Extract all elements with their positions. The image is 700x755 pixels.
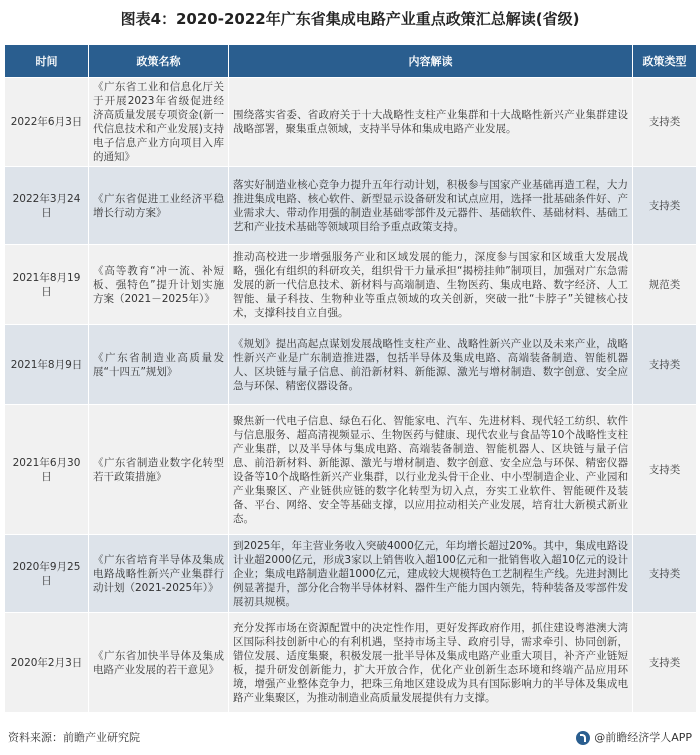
cell-time: 2021年8月19日 — [5, 245, 89, 325]
cell-content: 《规划》提出高起点谋划发展战略性支柱产业、战略性新兴产业以及未来产业，战略性新兴产业是广东制造推进器，包括半导体及集成电路、高端装备制造、智能机器人、区块链与量子信息、前沿新材料、新能源、激光与增材制造、数字创意、安全应急与环保、精密仪器设备。 — [229, 325, 633, 405]
cell-time: 2021年8月9日 — [5, 325, 89, 405]
table-row — [5, 535, 697, 613]
table-row — [5, 245, 697, 325]
cell-time: 2020年2月3日 — [5, 613, 89, 713]
cell-policy-type: 支持类 — [633, 167, 697, 245]
cell-policy-name: 《广东省促进工业经济平稳增长行动方案》 — [89, 167, 229, 245]
cell-policy-name: 《广东省培育半导体及集成电路战略性新兴产业集群行动计划（2021-2025年）》 — [89, 535, 229, 613]
cell-time: 2022年6月3日 — [5, 78, 89, 167]
header-time: 时间 — [5, 45, 89, 78]
brand-credit — [576, 728, 692, 748]
cell-policy-name: 《广东省制造业高质量发展“十四五”规划》 — [89, 325, 229, 405]
cell-policy-type: 支持类 — [633, 613, 697, 713]
table-row — [5, 613, 697, 713]
header-policy-type: 政策类型 — [633, 45, 697, 78]
cell-content: 到2025年，年主营业务收入突破4000亿元，年均增长超过20%。其中，集成电路设计业超2000亿元，形成3家以上销售收入超100亿元和一批销售收入超10亿元的设计企业；集成电路制造业超1000亿元，建成较大规模特色工艺制程生产线。先进封测比例显著提升，部分化合物半导体材料、器件生产能力国内领先，特种装备及零部件发展初具规模。 — [229, 535, 633, 613]
table-row — [5, 167, 697, 245]
table-row — [5, 78, 697, 167]
cell-time: 2022年3月24日 — [5, 167, 89, 245]
header-policy-name: 政策名称 — [89, 45, 229, 78]
qianzhan-logo-icon — [576, 731, 590, 745]
cell-policy-name: 《广东省加快半导体及集成电路产业发展的若干意见》 — [89, 613, 229, 713]
cell-policy-name: 《广东省工业和信息化厅关于开展2023年省级促进经济高质量发展专项资金(新一代信息技术和产业发展)支持电子信息产业方向项目入库的通知》 — [89, 78, 229, 167]
cell-time: 2021年6月30日 — [5, 405, 89, 535]
header-content: 内容解读 — [229, 45, 633, 78]
cell-policy-type: 规范类 — [633, 245, 697, 325]
cell-time: 2020年9月25日 — [5, 535, 89, 613]
source-note: 资料来源：前瞻产业研究院 — [8, 731, 140, 744]
policy-table — [4, 44, 697, 713]
cell-content: 围绕落实省委、省政府关于十大战略性支柱产业集群和十大战略性新兴产业集群建设战略部署，聚集重点领域，支持半导体和集成电路产业发展。 — [229, 78, 633, 167]
cell-policy-name: 《高等教育“冲一流、补短板、强特色”提升计划实施方案（2021－2025年）》 — [89, 245, 229, 325]
brand-text: @前瞻经济学人APP — [594, 731, 692, 744]
chart-title: 图表4：2020-2022年广东省集成电路产业重点政策汇总解读(省级) — [120, 10, 580, 28]
table-row — [5, 325, 697, 405]
cell-policy-type: 支持类 — [633, 78, 697, 167]
cell-policy-name: 《广东省制造业数字化转型若干政策措施》 — [89, 405, 229, 535]
cell-policy-type: 支持类 — [633, 325, 697, 405]
cell-content: 聚焦新一代电子信息、绿色石化、智能家电、汽车、先进材料、现代轻工纺织、软件与信息服务、超高清视频显示、生物医药与健康、现代农业与食品等10个战略性支柱产业集群，以及半导体与集成电路、高端装备制造、智能机器人、区块链与量子信息、前沿新材料、新能源、激光与增材制造、数字创意、安全应急与环保、精密仪器设备等10个战略性新兴产业集群，以行业龙头骨干企业、中小型制造企业、产业园和产业集聚区、产业链供应链的数字化转型为切入点，夯实工业软件、智能硬件及装备、平台、网络、安全等基础支撑，以应用拉动相关产业发展，培育壮大新模式新业态。 — [229, 405, 633, 535]
cell-policy-type: 支持类 — [633, 405, 697, 535]
cell-content: 充分发挥市场在资源配置中的决定性作用，更好发挥政府作用，抓住建设粤港澳大湾区国际科技创新中心的有利机遇，坚持市场主导、政府引导，需求牵引、协同创新，错位发展、适度集聚，积极发展一批半导体及集成电路产业重大项目，补齐产业链短板，提升研发创新能力，扩大开放合作，优化产业创新生态环境和终端产品应用环境，增强产业整体竞争力，把珠三角地区建设成为具有国际影响力的半导体及集成电路产业集聚区，为推动制造业高质量发展提供有力支撑。 — [229, 613, 633, 713]
cell-policy-type: 支持类 — [633, 535, 697, 613]
table-row — [5, 405, 697, 535]
footer — [4, 728, 696, 748]
cell-content: 推动高校进一步增强服务产业和区域发展的能力，深度参与国家和区域重大发展战略，强化有组织的科研攻关，组织骨干力量承担“揭榜挂帅”制项目，加强对广东急需发展的新一代信息技术、新材料与高端制造、生物医药、集成电路、数字经济、人工智能、量子科技、生物种业等重点领域的攻关创新，突破一批“卡脖子”关键核心技术，支撑科技自立自强。 — [229, 245, 633, 325]
cell-content: 落实好制造业核心竞争力提升五年行动计划，积极参与国家产业基础再造工程，大力推进集成电路、核心软件、新型显示设备研发和试点应用，选择一批基础条件好、产业需求大、带动作用强的制造业基础零部件及元器件、基础软件、基础材料、基础工艺和产业技术基础等领域项目给予重点政策支持。 — [229, 167, 633, 245]
table-header-row — [5, 45, 697, 78]
